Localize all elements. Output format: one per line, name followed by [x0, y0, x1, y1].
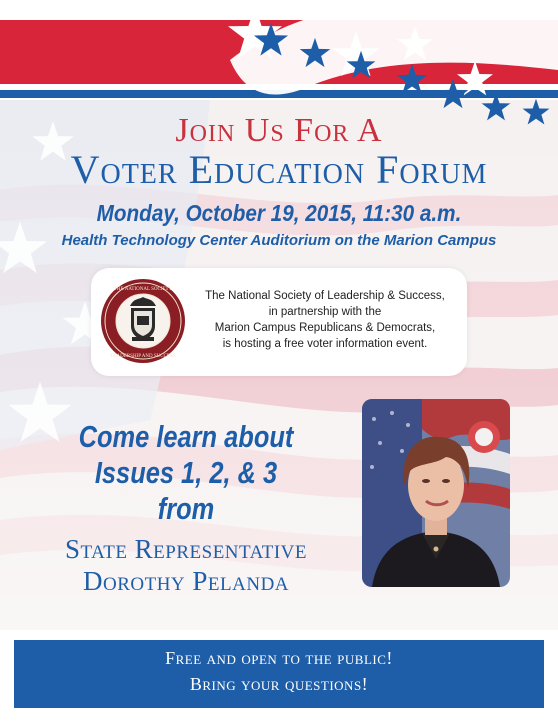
footer-banner [14, 640, 544, 708]
footer-line-1: Free and open to the public! [165, 648, 393, 668]
speaker-line: Dorothy Pelanda [82, 566, 290, 596]
title-line-2: Voter Education Forum [70, 147, 488, 192]
highlight-line: Come learn about [78, 419, 294, 454]
highlight-text [55, 419, 317, 527]
society-seal-logo [100, 278, 186, 364]
info-line: in partnership with the [268, 306, 382, 318]
svg-text:THE NATIONAL SOCIETY: THE NATIONAL SOCIETY [113, 287, 173, 292]
info-line: The National Society of Leadership & Success, [205, 290, 445, 302]
speaker-name [26, 533, 346, 597]
highlight-line: from [157, 491, 215, 526]
info-text [194, 288, 456, 352]
info-line: is hosting a free voter information event. [222, 338, 428, 350]
highlight-line: Issues 1, 2, & 3 [94, 455, 278, 490]
event-location: Health Technology Center Auditorium on the Marion Campus [61, 232, 497, 249]
title-line-1: Join Us For A [175, 112, 383, 149]
info-line: Marion Campus Republicans & Democrats, [214, 322, 436, 334]
footer-line-2: Bring your questions! [189, 674, 369, 694]
svg-text:LEADERSHIP AND SUCCESS: LEADERSHIP AND SUCCESS [110, 354, 176, 359]
speaker-line: State Representative [65, 534, 307, 564]
speaker-photo [362, 399, 510, 587]
event-date-time: Monday, October 19, 2015, 11:30 a.m. [96, 200, 462, 226]
